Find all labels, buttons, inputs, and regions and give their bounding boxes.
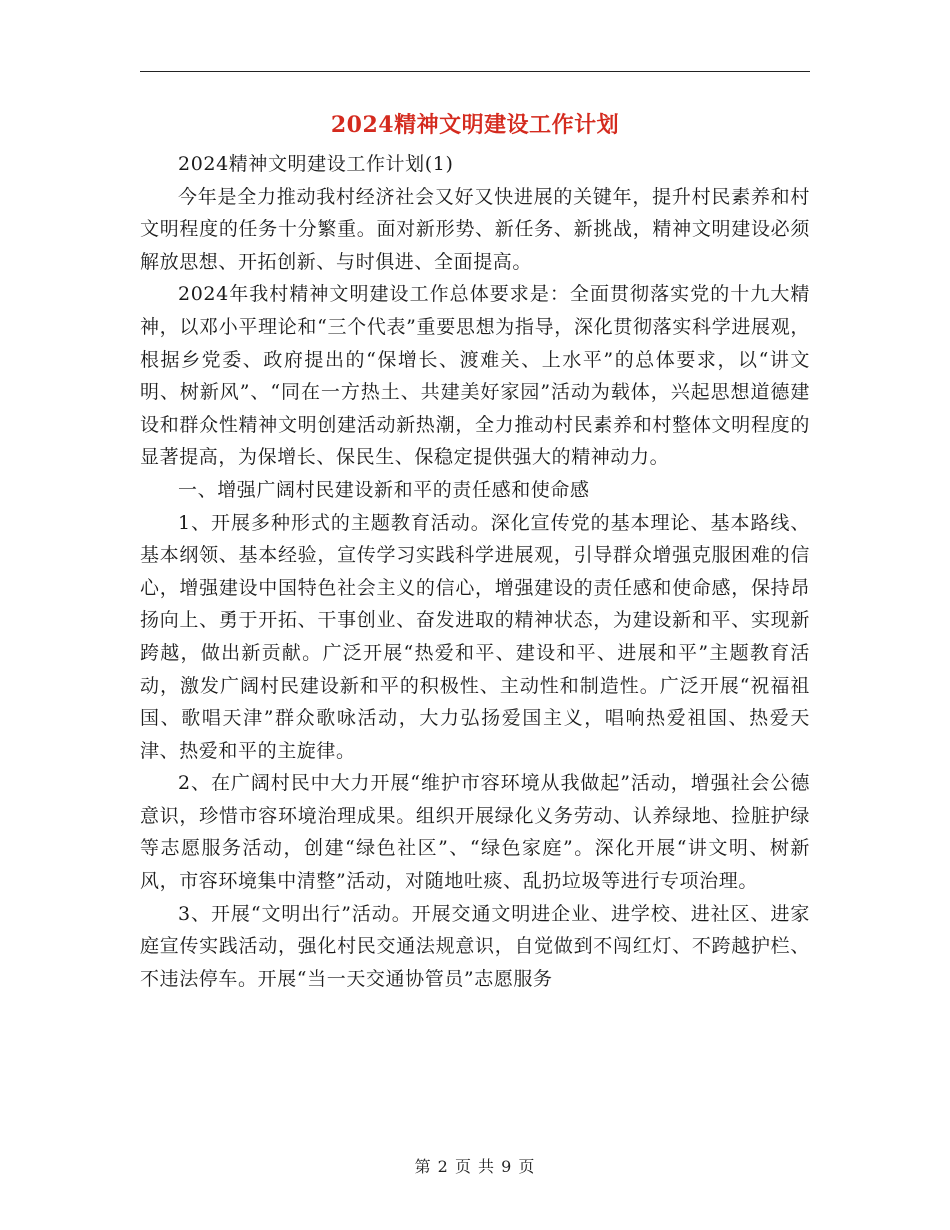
paragraph-item-1: 1、开展多种形式的主题教育活动。深化宣传党的基本理论、基本路线、基本纲领、基本经验，宣传学习实践科学进展观，引导群众增强克服困难的信心，增强建设中国特色社会主义的信心，增强建设的责任感和使命感，保持昂扬向上、勇于开拓、干事创业、奋发进取的精神状态，为建设新和平、实现新跨越，做出新贡献。广泛开展“热爱和平、建设和平、进展和平”主题教育活动，激发广阔村民建设新和平的积极性、主动性和制造性。广泛开展“祝福祖国、歌唱天津”群众歌咏活动，大力弘扬爱国主义，唱响热爱祖国、热爱天津、热爱和平的主旋律。 [140,511,810,762]
paragraph-subtitle: 2024精神文明建设工作计划(1) [178,153,454,175]
paragraph-requirements: 2024年我村精神文明建设工作总体要求是：全面贯彻落实党的十九大精神，以邓小平理论和“三个代表”重要思想为指导，深化贯彻落实科学进展观，根据乡党委、政府提出的“保增长、渡难关、上水平”的总体要求，以“讲文明、树新风”、“同在一方热土、共建美好家园”活动为载体，兴起思想道德建设和群众性精神文明创建活动新热潮，全力推动村民素养和村整体文明程度的显著提高，为保增长、保民生、保稳定提供强大的精神动力。 [140,283,810,469]
document-body [140,148,810,995]
page-number: 第 2 页 共 9 页 [414,1157,536,1176]
paragraph-intro: 今年是全力推动我村经济社会又好又快进展的关键年，提升村民素养和村文明程度的任务十分繁重。面对新形势、新任务、新挑战，精神文明建设必须解放思想、开拓创新、与时俱进、全面提高。 [140,185,810,273]
paragraph-item-3: 3、开展“文明出行”活动。开展交通文明进企业、进学校、进社区、进家庭宣传实践活动，强化村民交通法规意识，自觉做到不闯红灯、不跨越护栏、不违法停车。开展“当一天交通协管员”志愿服务 [140,902,810,990]
header-rule [140,71,810,72]
document-title: 2024精神文明建设工作计划 [330,112,620,138]
section-heading-1: 一、增强广阔村民建设新和平的责任感和使命感 [178,478,590,501]
paragraph-item-2: 2、在广阔村民中大力开展“维护市容环境从我做起”活动，增强社会公德意识，珍惜市容环境治理成果。组织开展绿化义务劳动、认养绿地、捡脏护绿等志愿服务活动，创建“绿色社区”、“绿色家庭”。深化开展“讲文明、树新风，市容环境集中清整”活动，对随地吐痰、乱扔垃圾等进行专项治理。 [140,772,810,893]
